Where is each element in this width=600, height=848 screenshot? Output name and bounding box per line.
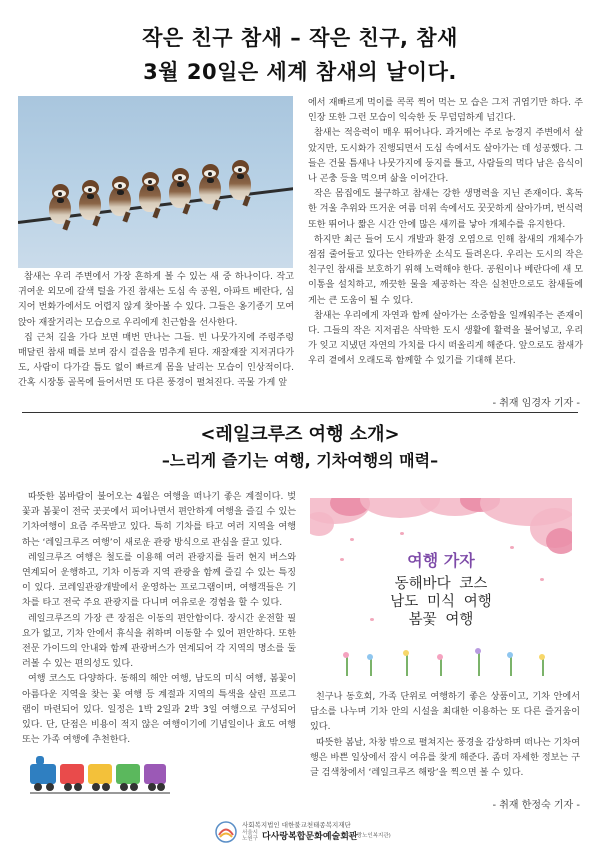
paragraph: 따뜻한 봄날, 차창 밖으로 펼쳐지는 풍경을 감상하며 떠나는 기차여행은 바쁜 일상에서 잠시 여유를 찾게 해준다. 좀더 자세한 정보는 구글 검색창에서 ‘레일크루즈 해랑’을 찍으면 볼 수 있다. [310,737,580,779]
paragraph: 집 근처 길을 가다 보면 매번 만나는 그들. 빈 나뭇가지에 주렁주렁 매달린 참새 떼를 보며 잠시 걸음을 멈추게 된다. 재잘재잘 지저귀다가도, 사람이 다가갈 틈도 없이 빠르게 몸을 날리는 모습이 인상적이다. 간혹 시장통 골목에 들어서면 또 다른 풍경이 펼쳐진다. 곡물 가게 앞 [18,332,294,389]
article1-left-column [18,270,294,392]
paragraph: 친구나 동호회, 가족 단위로 여행하기 좋은 상품이고, 기차 안에서 담소를 나누며 기차 안의 시설을 최대한 이용하는 또 다른 즐거움이 있다. [310,692,580,733]
paragraph: 레일크루즈의 가장 큰 장점은 이동의 편안함이다. 장시간 운전할 필요가 없고, 기차 안에서 휴식을 취하며 이동할 수 있어 편안하다. 또한 전문 가이드의 안내와 함께 관광버스가 연계되어 각 지역의 명소를 둘러볼 수 있는 편의성도 있다. [22,613,296,670]
paragraph: 하지만 최근 들어 도시 개발과 환경 오염으로 인해 참새의 개체수가 점점 줄어들고 있다는 안타까운 소식도 들려온다. 우리는 도시의 작은 친구인 참새를 보호하기 위해 노력해야 한다. 공원이나 베란다에 새 모이통을 설치하고, 깨끗한 물을 제공하는 작은 실천만으로도 참새들에게는 큰 도움이 될 수 있다. [308,234,583,306]
sparrow-icon [196,164,224,208]
article2-byline: - 취재 한정숙 기자 - [492,800,580,811]
poster-title: 여행 가자 [407,551,475,570]
paragraph: 에서 재빠르게 먹이를 콕콕 찍어 먹는 모 습은 그저 귀엽기만 하다. 주인장 또한 그런 모습이 익숙한 듯 무덤덤하게 넘긴다. [308,98,583,124]
flower-icon [343,652,349,658]
flower-icon [367,654,373,660]
organization-logo-icon [214,820,238,844]
train-car-icon [60,764,84,784]
flower-icon [539,654,545,660]
paragraph: 참새는 우리에게 자연과 함께 살아가는 소중함을 일깨워주는 존재이다. 그들의 작은 지저귐은 삭막한 도시 생활에 활력을 불어넣고, 우리가 잊고 지냈던 자연의 가치를 다시 떠올리게 해준다. 앞으로도 참새가 우리 곁에서 오래도록 함께할 수 있기를 기대해 본다. [308,310,583,367]
footer-org-small: 서울시 노원구 [242,830,258,842]
article1-title-line1: 작은 친구 참새 – 작은 친구, 참새 [142,26,458,50]
paragraph: 레일크루즈 여행은 철도를 이용해 여러 관광지를 들러 현지 버스와 연계되어 운행하고, 기차 이동과 지역 관광을 함께 즐길 수 있는 특징이 있다. 코레일관광개발에서 운영하는 프로그램이며, 여행객들은 기차를 타고 전국 주요 관광지를 다니며 여유로운 경험을 할 수 있다. [22,552,296,609]
footer-org-name: 다사랑복합문화예술회관 [262,832,358,842]
paragraph: 참새는 적응력이 매우 뛰어나다. 과거에는 주로 농경지 주변에서 살았지만, 도시화가 진행되면서 도심 속에서도 살아가는 데 성공했다. 그들은 건물 틈새나 나뭇가지에 둥지를 틀고, 사람들의 먹다 남은 음식이나 곤충 등을 먹으며 삶을 이어간다. [308,128,583,185]
article1-byline: - 취재 임경자 기자 - [492,398,580,409]
train-engine-icon [30,764,56,784]
chimney [36,756,44,765]
article1-title-line2: 3월 20일은 세계 참새의 날이다. [143,60,457,84]
paragraph: 따뜻한 봄바람이 불어오는 4월은 여행을 떠나기 좋은 계절이다. 벚꽃과 봄꽃이 전국 곳곳에서 피어나면서 편안하게 여행을 즐길 수 있는 기차여행이 요즘 주목받고 있다. 특히 기차를 타고 여러 지역을 여행하는 ‘레일크루즈 여행’이 새로운 관광 방식으로 관심을 끌고 있다. [22,492,296,548]
sparrow-icon [46,184,74,228]
flower-icon [403,650,409,656]
sparrow-icon [226,160,254,204]
sparrow-icon [166,168,194,212]
poster-line: 남도 미식 여행 [390,594,492,610]
footer-logo [214,820,394,846]
article2-subtitle: –느리게 즐기는 여행, 기차여행의 매력– [161,451,439,470]
train-illustration [30,756,170,796]
poster-line: 봄꽃 여행 [408,612,474,628]
flower-icon [475,648,481,654]
sparrow-icon [76,180,104,224]
flower-icon [437,654,443,660]
article1-right-column [308,96,583,370]
train-car-icon [116,764,140,784]
paragraph: 작은 몸집에도 불구하고 참새는 강한 생명력을 지닌 존재이다. 혹독한 겨울 추위와 뜨거운 여름 더위 속에서도 꿋꿋하게 살아가며, 번식력 또한 뛰어나 짧은 시간 안에 많은 새끼를 낳아 개체수를 유지한다. [308,189,583,230]
article2-title: <레일크루즈 여행 소개> [200,424,400,445]
paragraph: 참새는 우리 주변에서 가장 흔하게 볼 수 있는 새 중 하나이다. 작고 귀여운 외모에 갈색 털을 가진 참새는 도심 속 공원, 아파트 베란다, 심지어 번화가에서도 어렵지 않게 찾아볼 수 있다. 그들은 옹기종기 모여 앉아 재잘거리는 모습으로 우리에게 친근함을 선사한다. [18,272,294,328]
sparrow-icon [106,176,134,220]
travel-poster [310,498,572,678]
sparrows-photo [18,96,293,268]
train-car-icon [144,764,166,784]
footer-org-line1: 사회복지법인 대한불교천태종복지재단 [242,821,351,829]
footer-org-note: (다사랑노인복지관) [344,833,391,839]
train-car-icon [88,764,112,784]
flower-icon [507,652,513,658]
article2-left-column [22,490,296,748]
sparrow-icon [136,172,164,216]
poster-line: 동해바다 코스 [394,576,488,592]
paragraph: 여행 코스도 다양하다. 동해의 해안 여행, 남도의 미식 여행, 봄꽃이 아름다운 지역을 찾는 꽃 여행 등 계절과 지역의 특색을 살린 프로그램이 마련되어 있다. 일정은 1박 2일과 2박 3일 여행으로 구성되어 있다. 단, 단점은 비용이 적지 않은 여행이기에 기념일이나 효도 여행 또는 가족 여행에 추천한다. [22,674,296,746]
article2-right-column [310,690,580,781]
section-divider [22,412,578,413]
